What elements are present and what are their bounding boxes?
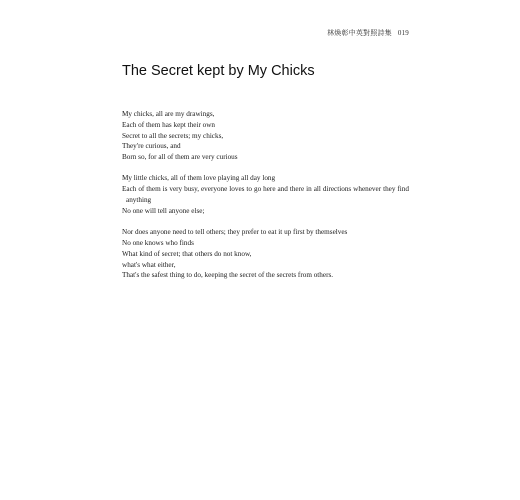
stanza-3 — [122, 227, 409, 281]
poem-title: The Secret kept by My Chicks — [122, 63, 315, 79]
poem-line: That's the safest thing to do, keeping the secret of the secrets from others. — [122, 271, 334, 280]
stanza-1 — [122, 109, 409, 163]
poem-line: They're curious, and — [122, 142, 181, 151]
poem-line: Secret to all the secrets; my chicks, — [122, 131, 224, 140]
stanza-2 — [122, 173, 409, 216]
poem-line: Nor does anyone need to tell others; they prefer to eat it up first by themselves — [122, 228, 348, 237]
poem-line-continuation: anything — [126, 196, 152, 205]
running-title: 林煥彰中英對照詩集 — [327, 29, 392, 37]
poem-line: No one will tell anyone else; — [122, 206, 205, 215]
poem-line: What kind of secret; that others do not know, — [122, 249, 252, 258]
poem-line: Born so, for all of them are very curious — [122, 153, 238, 162]
running-header — [327, 28, 409, 38]
poem-body — [122, 109, 409, 292]
poem-line: My chicks, all are my drawings, — [122, 110, 215, 118]
poem-line: what's what either, — [122, 260, 176, 269]
poem-line: Each of them has kept their own — [122, 120, 216, 129]
poem-line: No one knows who finds — [122, 238, 194, 247]
page-number: 019 — [397, 29, 409, 37]
poem-line: Each of them is very busy, everyone loves to go here and there in all directions whenever they find — [122, 185, 409, 194]
poem-line: My little chicks, all of them love playing all day long — [122, 174, 276, 183]
